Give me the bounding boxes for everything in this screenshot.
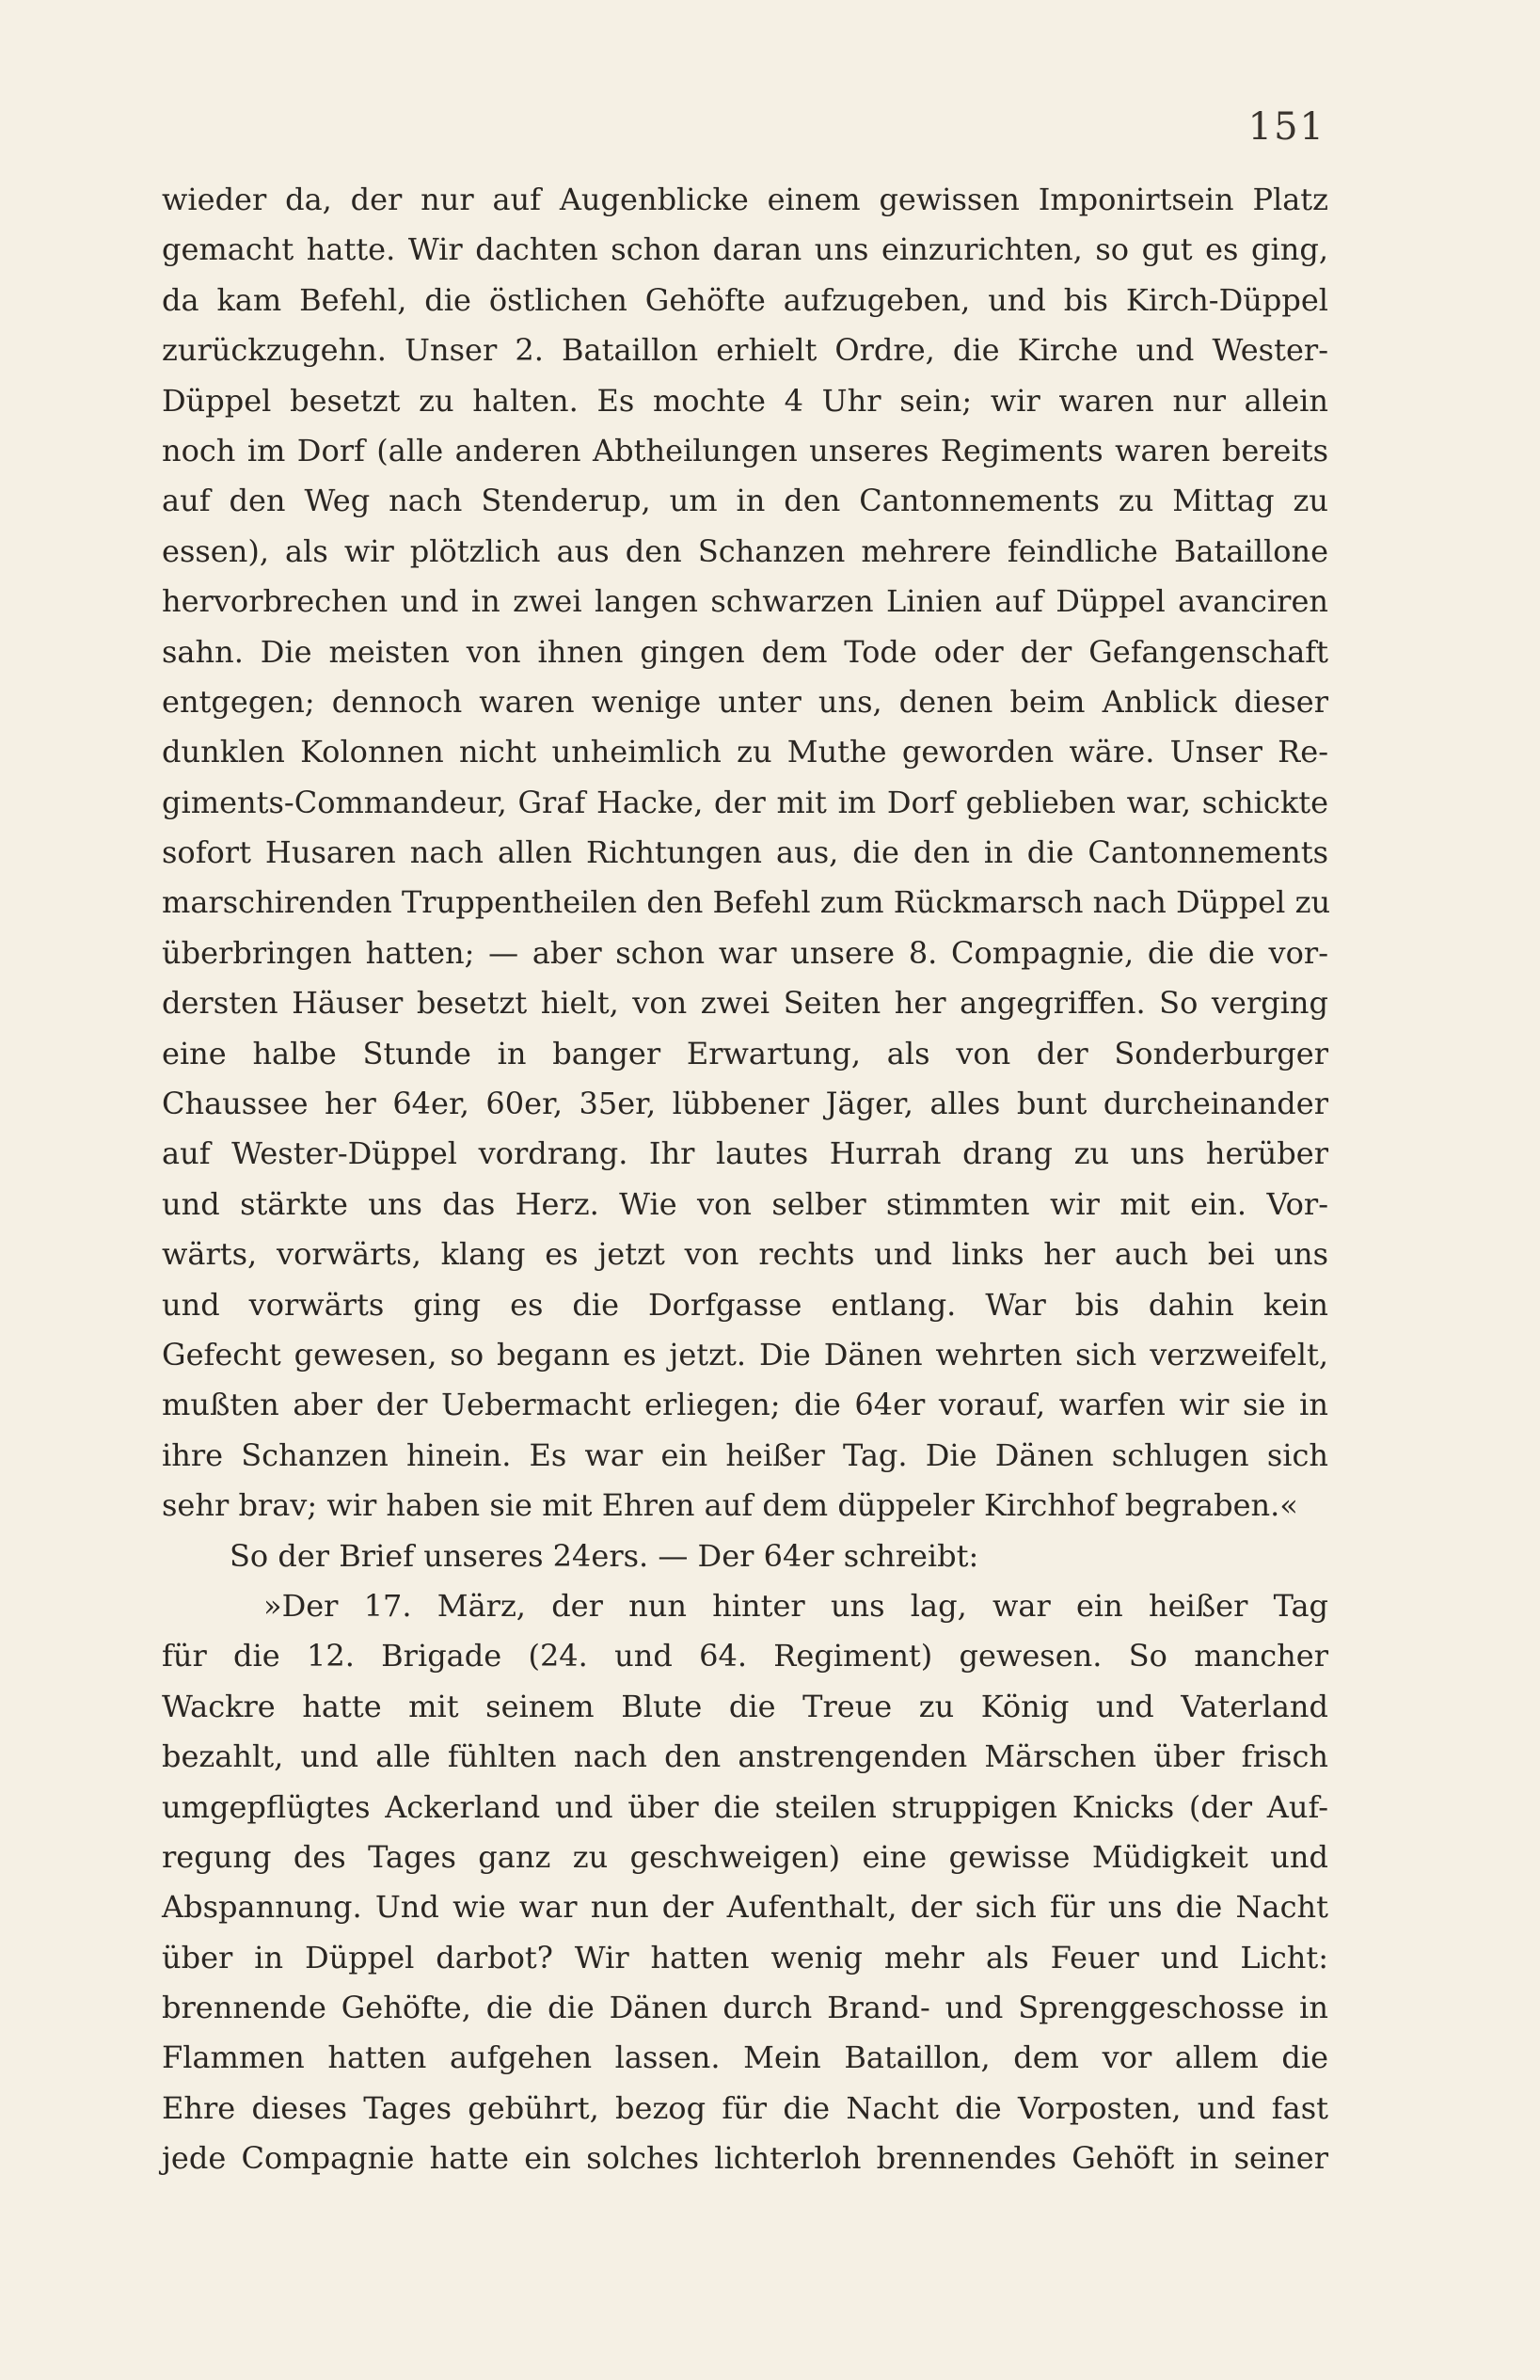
text-line: So der Brief unseres 24ers. — Der 64er schreibt: [230,1537,979,1574]
text-line: marschirenden Truppentheilen den Befehl zum Rückmarsch nach Düppel zu [162,884,1331,921]
text-line: überbringen hatten; — aber schon war unsere 8. Compagnie, die die vor- [162,934,1328,971]
text-line: eine halbe Stunde in banger Erwartung, als von der Sonderburger [162,1035,1328,1071]
text-line: gemacht hatte. Wir dachten schon daran uns einzurichten, so gut es ging, [162,231,1328,268]
text-line: mußten aber der Uebermacht erliegen; die 64er vorauf, warfen wir sie in [162,1387,1328,1423]
text-line: sofort Husaren nach allen Richtungen aus, die den in die Cantonnements [162,834,1328,871]
text-line: und vorwärts ging es die Dorfgasse entlang. War bis dahin kein [162,1286,1328,1323]
body-text [162,175,1331,2184]
text-line: und stärkte uns das Herz. Wie von selber stimmten wir mit ein. Vor- [162,1185,1328,1222]
text-line: brennende Gehöfte, die die Dänen durch Brand- und Sprenggeschosse in [162,1990,1328,2026]
text-line: dunklen Kolonnen nicht unheimlich zu Muthe geworden wäre. Unser Re- [162,734,1328,770]
text-line: entgegen; dennoch waren wenige unter uns, denen beim Anblick dieser [162,683,1328,720]
text-line: dersten Häuser besetzt hielt, von zwei Seiten her angegriffen. So verging [162,985,1328,1022]
text-line: Abspannung. Und wie war nun der Aufenthalt, der sich für uns die Nacht [162,1889,1328,1926]
text-line: über in Düppel darbot? Wir hatten wenig mehr als Feuer und Licht: [162,1939,1328,1975]
text-line: regung des Tages ganz zu geschweigen) eine gewisse Müdigkeit und [162,1838,1328,1875]
text-line: Chaussee her 64er, 60er, 35er, lübbener Jäger, alles bunt durcheinander [162,1086,1328,1122]
text-line: wärts, vorwärts, klang es jetzt von rechts und links her auch bei uns [162,1236,1328,1273]
text-line: Flammen hatten aufgehen lassen. Mein Bataillon, dem vor allem die [162,2039,1328,2076]
text-line: jede Compagnie hatte ein solches lichterloh brennendes Gehöft in seiner [162,2140,1328,2177]
text-line: da kam Befehl, die östlichen Gehöfte aufzugeben, und bis Kirch-Düppel [162,281,1328,318]
text-line: Düppel besetzt zu halten. Es mochte 4 Uhr sein; wir waren nur allein [162,382,1328,419]
text-line: Wackre hatte mit seinem Blute die Treue zu König und Vaterland [162,1688,1328,1724]
text-line: wieder da, der nur auf Augenblicke einem gewissen Imponirtsein Platz [162,182,1328,217]
text-line: »Der 17. März, der nun hinter uns lag, war ein heißer Tag [263,1587,1328,1624]
text-line: auf den Weg nach Stenderup, um in den Cantonnements zu Mittag zu [162,483,1328,519]
text-line: umgepflügtes Ackerland und über die steilen struppigen Knicks (der Auf- [162,1788,1328,1825]
text-line: sehr brav; wir haben sie mit Ehren auf dem düppeler Kirchhof begraben.« [162,1487,1298,1524]
text-line: Ehre dieses Tages gebührt, bezog für die Nacht die Vorposten, und fast [162,2089,1328,2126]
text-line: hervorbrechen und in zwei langen schwarzen Linien auf Düppel avanciren [162,583,1328,620]
text-line: zurückzugehn. Unser 2. Bataillon erhielt Ordre, die Kirche und Wester- [162,332,1328,369]
text-line: essen), als wir plötzlich aus den Schanzen mehrere feindliche Bataillone [162,532,1328,569]
text-line: bezahlt, und alle fühlten nach den anstrengenden Märschen über frisch [162,1738,1328,1775]
text-line: noch im Dorf (alle anderen Abtheilungen unseres Regiments waren bereits [162,432,1328,468]
text-line: Gefecht gewesen, so begann es jetzt. Die Dänen wehrten sich verzweifelt, [162,1336,1328,1372]
text-line: giments-Commandeur, Graf Hacke, der mit im Dorf geblieben war, schickte [162,784,1328,820]
page-number: 151 [1247,105,1326,149]
text-line: auf Wester-Düppel vordrang. Ihr lautes Hurrah drang zu uns herüber [162,1135,1328,1172]
text-line: sahn. Die meisten von ihnen gingen dem Tode oder der Gefangenschaft [162,633,1328,670]
text-line: für die 12. Brigade (24. und 64. Regiment) gewesen. So mancher [162,1638,1328,1674]
text-line: ihre Schanzen hinein. Es war ein heißer Tag. Die Dänen schlugen sich [162,1436,1328,1473]
